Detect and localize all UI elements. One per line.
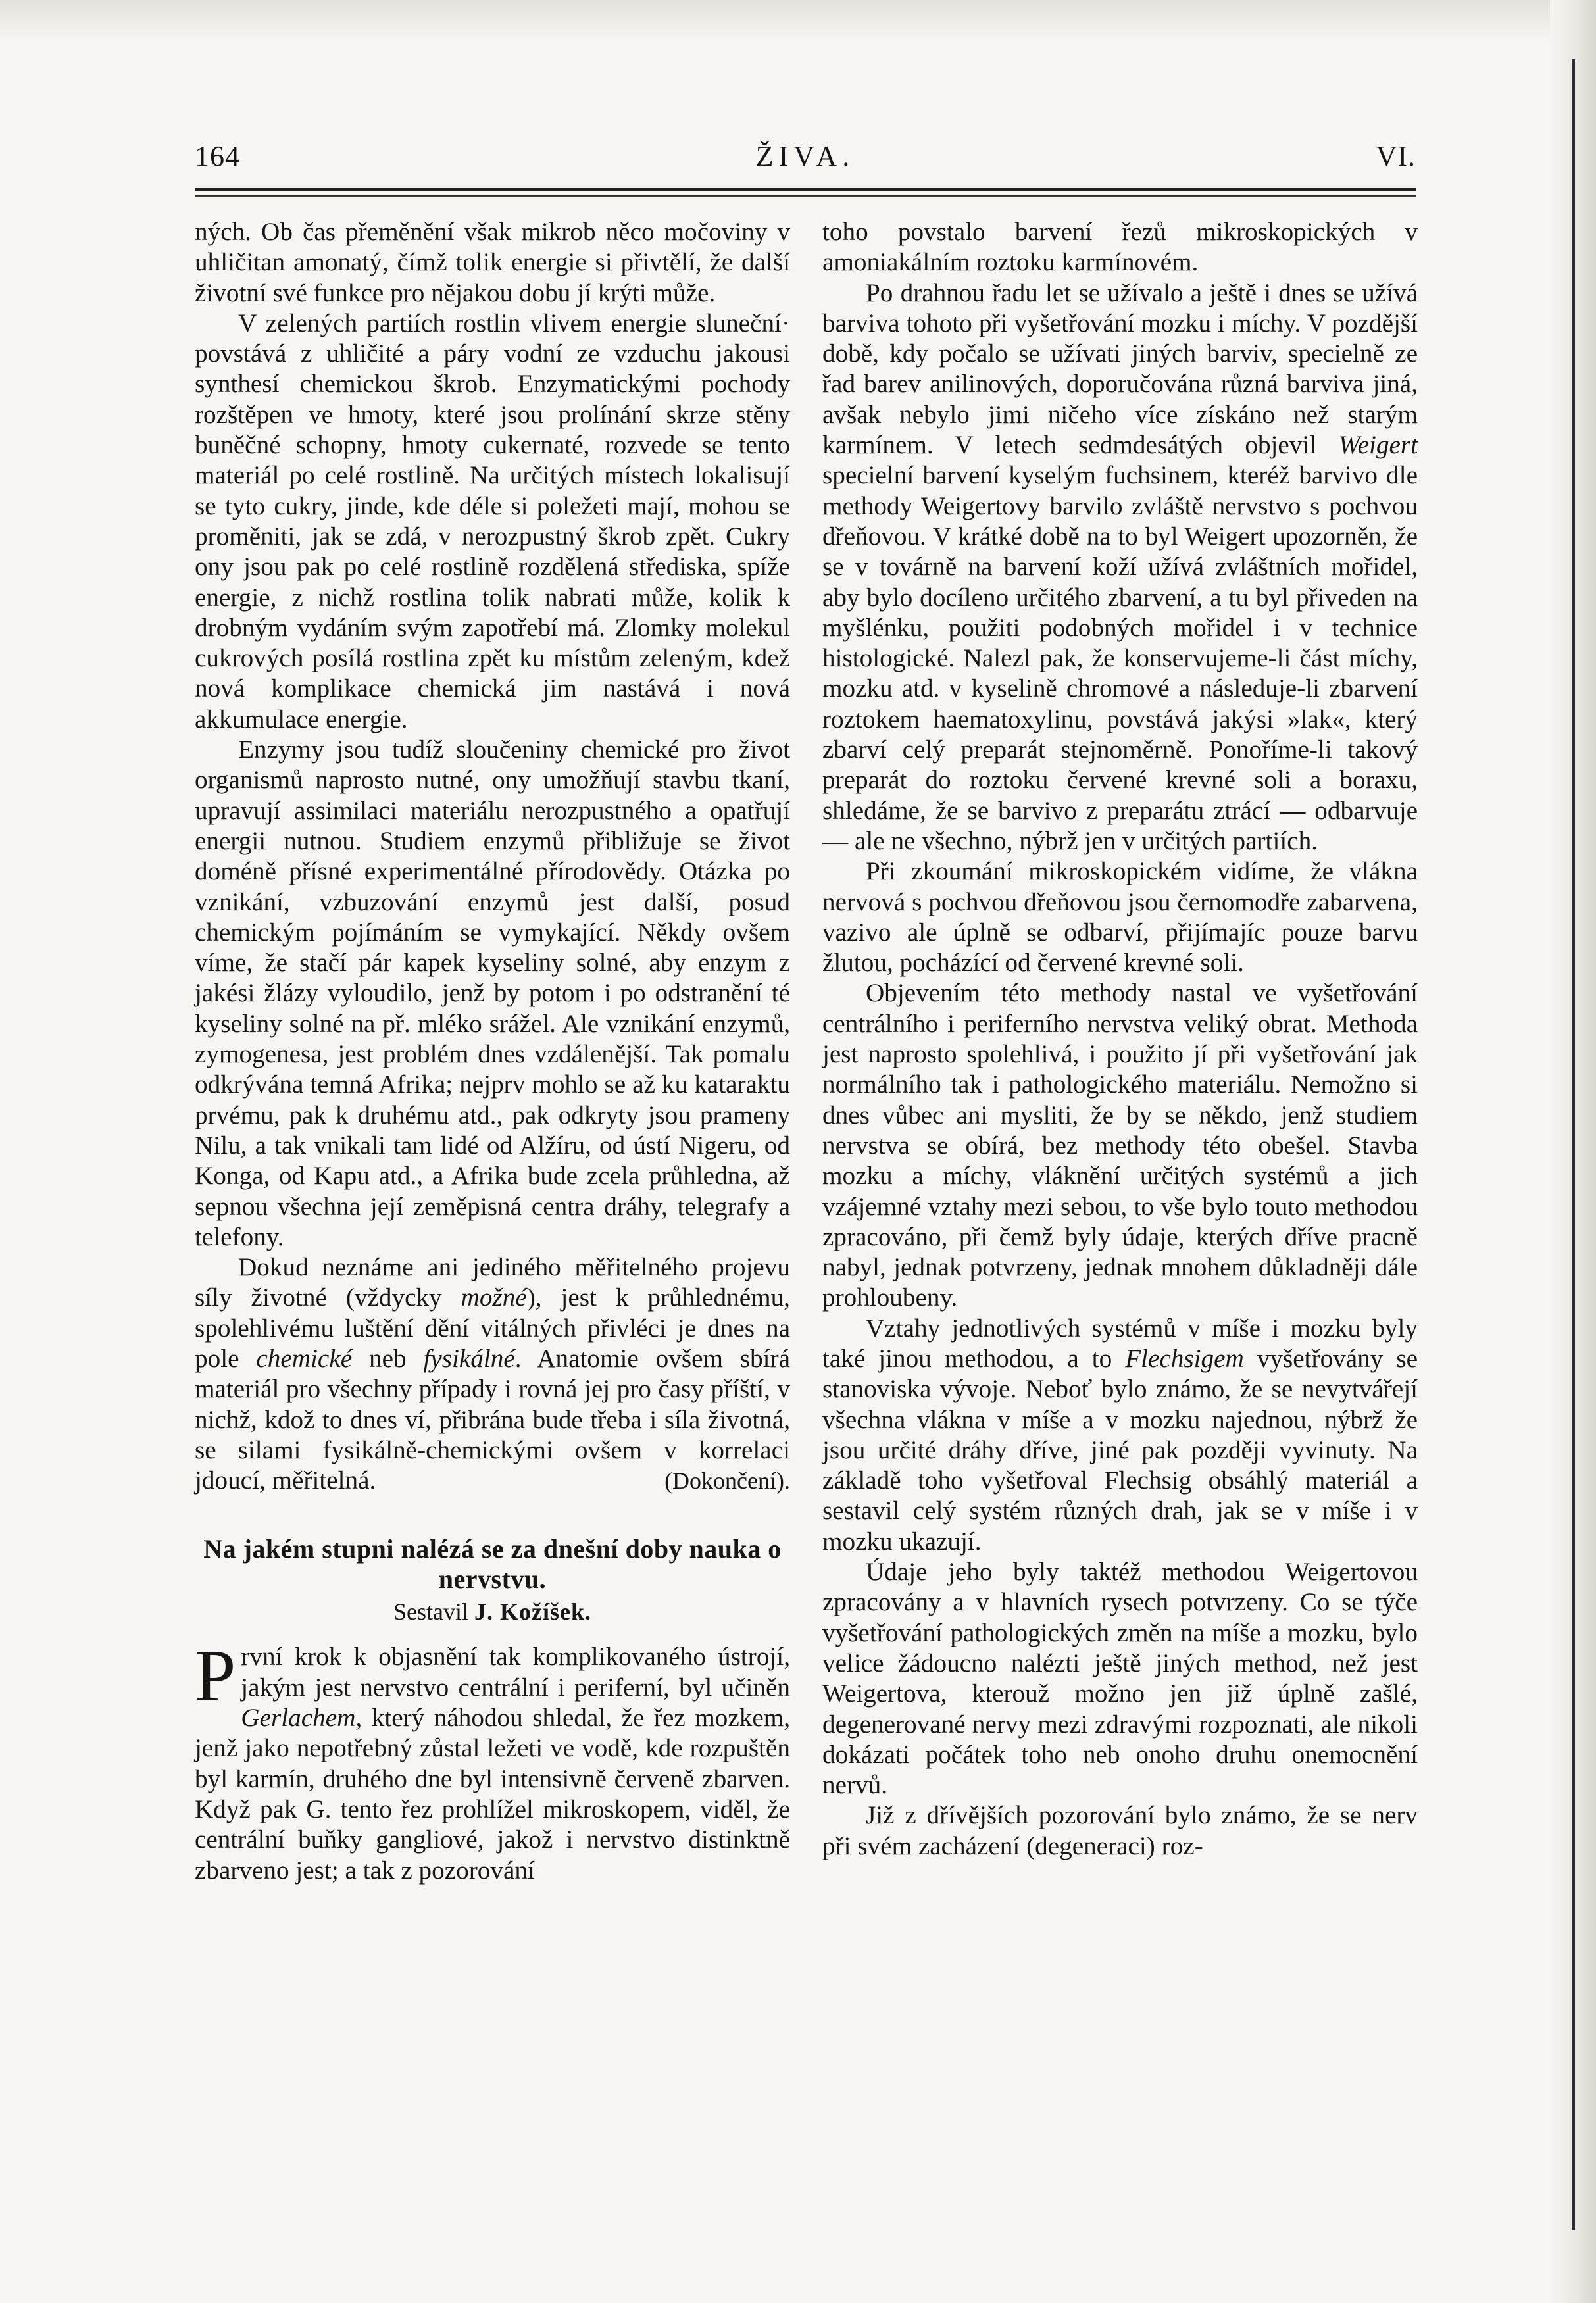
- italic-term: chemické: [256, 1344, 353, 1373]
- text-run: Po drahnou řadu let se užívalo a ještě i dnes se užívá barviva tohoto při vyšetřování mozku i míchy. V pozdější době, kdy počalo se užívati jiných barviv, specielně ze řad barev anilinových, doporučována různá barviva jiná, avšak nebylo jimi ničeho více získáno než starým karmínem. V letech sedmdesátých objevil: [822, 278, 1418, 460]
- paragraph: ných. Ob čas přeměnění však mikrob něco močoviny v uhličitan amonatý, čímž tolik energie si přivtělí, že další životní své funkce pro nějakou dobu jí krýti může.: [195, 218, 790, 307]
- drop-cap: P: [195, 1635, 236, 1718]
- paragraph: [195, 1252, 790, 1496]
- text-run: Dokud neznáme ani jediného měřitelného projevu síly životné (vždycky: [195, 1253, 790, 1312]
- continuation-note: (Dokončení).: [664, 1468, 790, 1495]
- page-binding-line: [1572, 59, 1575, 2230]
- running-head: [195, 139, 1416, 179]
- paragraph: Údaje jeho byly taktéž methodou Weigertovou zpracovány a v hlavních rysech potvrzeny. Co se týče vyšetřování pathologických změn na míše a mozku, bylo velice žádoucno nalézti ještě jiných method, než jest Weigertova, kterouž možno jen již úplně zašlé, degenerované nervy mezi zdravými rozpoznati, ale nikoli dokázati počátek toho neb onoho druhu onemocnění nervů.: [822, 1558, 1418, 1800]
- text-run: Vztahy jednotlivých systémů v míše i mozku byly také jinou methodou, a to: [822, 1314, 1418, 1373]
- paragraph: Enzymy jsou tudíž sloučeniny chemické pro život organismů naprosto nutné, ony umožňují stavbu tkaní, upravují assimilaci materiálu nerozpustného a opatřují energii nutnou. Studiem enzymů přibližuje se život doméně přísné experimentálné přírodovědy. Otázka po vznikání, vzbuzování enzymů jest další, posud chemickým pojímáním se vymykající. Někdy ovšem víme, že stačí pár kapek kyseliny solné, aby enzym z jakési žlázy vyloudilo, jenž by potom i po odstranění té kyseliny solné na př. mléko srážel. Ale vznikání enzymů, zymogenesa, jest problém dnes vzdálenější. Tak pomalu odkrývána temná Afrika; nejprv mohlo se až ku kataraktu prvému, pak k druhému atd., pak odkryty jsou prameny Nilu, a tak vnikali tam lidé od Alžíru, od ústí Nigeru, od Konga, od Kapu atd., a Afrika bude zcela průhledna, až sepnou všechna její zeměpisná centra dráhy, telegrafy a telefony.: [195, 735, 790, 1251]
- text-run: specielní barvení kyselým fuchsinem, kteréž barvivo dle methody Weigertovy barvilo zvláště nervstvo s pochvou dřeňovou. V krátké době na to byl Weigert upozorněn, že se v továrně na barvení koží užívá zvláštních mořidel, aby bylo docíleno určitého zbarvení, a tu byl přiveden na myšlénku, použiti podobných mořidel i v technice histologické. Nalezl pak, že konservujeme-li část míchy, mozku atd. v kyselině chromové a následuje-li zbarvení roztokem haematoxylinu, povstává jakýsi »lak«, který zbarví celý preparát stejnoměrně. Ponoříme-li takový preparát do roztoku červené krevné soli a boraxu, shledáme, že se barvivo z preparátu ztrácí — odbarvuje — ale ne všechno, nýbrž jen v určitých partiích.: [822, 461, 1418, 855]
- text-run: rvní krok k objasnění tak komplikovaného ústrojí, jakým jest nervstvo centrální i periferní, byl učiněn: [241, 1643, 790, 1702]
- paragraph: [195, 1635, 790, 1885]
- scan-top-shadow: [0, 0, 1596, 39]
- byline-prefix: Sestavil: [393, 1598, 474, 1625]
- volume-number: VI.: [1376, 140, 1416, 172]
- page-number: 164: [195, 140, 240, 172]
- byline-author: J. Kožíšek.: [474, 1598, 591, 1625]
- text-run: neb: [352, 1344, 424, 1373]
- italic-term: Gerlachem,: [241, 1704, 362, 1733]
- article-byline: [195, 1597, 790, 1626]
- header-rule-thick: [195, 188, 1416, 191]
- left-column: [195, 217, 790, 1886]
- italic-term: Flechsigem: [1125, 1344, 1244, 1373]
- article-headline: Na jakém stupni nalézá se za dnešní doby nauka o nervstvu.: [203, 1534, 782, 1595]
- italic-term: možné: [461, 1283, 527, 1312]
- italic-term: Weigert: [1338, 431, 1418, 460]
- paragraph: toho povstalo barvení řezů mikroskopických v amoniakálním roztoku karmínovém.: [822, 218, 1418, 277]
- paragraph: [822, 1314, 1418, 1557]
- paragraph: Již z dřívějších pozorování bylo známo, že se nerv při svém zacházení (degeneraci) roz-: [822, 1801, 1418, 1860]
- header-rule-thin: [195, 195, 1416, 197]
- paragraph: Objevením této methody nastal ve vyšetřování centrálního i periferního nervstva veliký obrat. Methoda jest naprosto spolehlivá, i použito jí při vyšetřování jak normálního tak i pathologického materiálu. Nemožno si dnes vůbec ani mysliti, že by se někdo, jenž studiem nervstva se obírá, bez methody této obešel. Stavba mozku a míchy, vláknění určitých systémů a jich vzájemné vztahy mezi sebou, to vše bylo touto methodou zpracováno, při čemž byly údaje, kterých dříve pracně nabyl, jednak potvrzeny, jednak mnohem důkladněji dále prohloubeny.: [822, 979, 1418, 1312]
- text-run: který náhodou shledal, že řez mozkem, jenž jako nepotřebný zůstal ležeti ve vodě, kde rozpuštěn byl karmín, druhého dne byl intensivně červeně zbarven. Když pak G. tento řez prohlížel mikroskopem, viděl, že centrální buňky gangliové, jakož i nervstvo distinktně zbarveno jest; a tak z pozorování: [195, 1704, 790, 1885]
- right-column: [822, 217, 1418, 1862]
- text-run: vyšetřovány se stanoviska vývoje. Neboť bylo známo, že se nevytvářejí všechna vlákna v míše a v mozku najednou, nýbrž že jsou určité dráhy dříve, jiné pak později vyvinuty. Na základě toho vyšetřoval Flechsig obsáhlý materiál a sestavil celý systém různých drah, jak se v míše i v mozku ukazují.: [822, 1344, 1418, 1556]
- paragraph: V zelených partiích rostlin vlivem energie sluneční· povstává z uhličité a páry vodní ze vzduchu jakousi synthesí chemickou škrob. Enzymatickými pochody rozštěpen ve hmoty, které jsou prolínání skrze stěny buněčné schopny, hmoty cukernaté, rozvede se tento materiál po celé rostlině. Na určitých místech lokalisují se tyto cukry, jinde, kde déle si poležeti mají, mohou se proměniti, jak se zdá, v nerozpustný škrob zpět. Cukry ony jsou pak po celé rostlině rozdělená střediska, spíže energie, z nichž rostlina tolik nabrati může, kolik k drobným vydáním svým zapotřebí má. Zlomky molekul cukrových posílá rostlina zpět ku místům zeleným, kdež nová komplikace chemická jim nastává i nová akkumulace energie.: [195, 309, 790, 733]
- italic-term: fysikálné: [423, 1344, 515, 1373]
- paragraph: [822, 278, 1418, 857]
- text-run: . Anatomie ovšem sbírá materiál pro všechny případy i rovná jej pro časy příští, v nichž, kdož to dnes ví, přibrána bude třeba i síla životná, se silami fysikálně-chemickými ovšem v korrelaci jdoucí, měřitelná.: [195, 1344, 790, 1495]
- text-run: ), jest k průhlednému, spolehlivému luštění dění vitálných přivléci je dnes na pole: [195, 1283, 790, 1373]
- journal-title: ŽIVA.: [755, 140, 855, 172]
- paragraph: Při zkoumání mikroskopickém vidíme, že vlákna nervová s pochvou dřeňovou jsou černomodře zabarvena, vazivo ale úplně se odbarví, přijímajíc pouze barvu žlutou, pocházící od červené krevné soli.: [822, 857, 1418, 978]
